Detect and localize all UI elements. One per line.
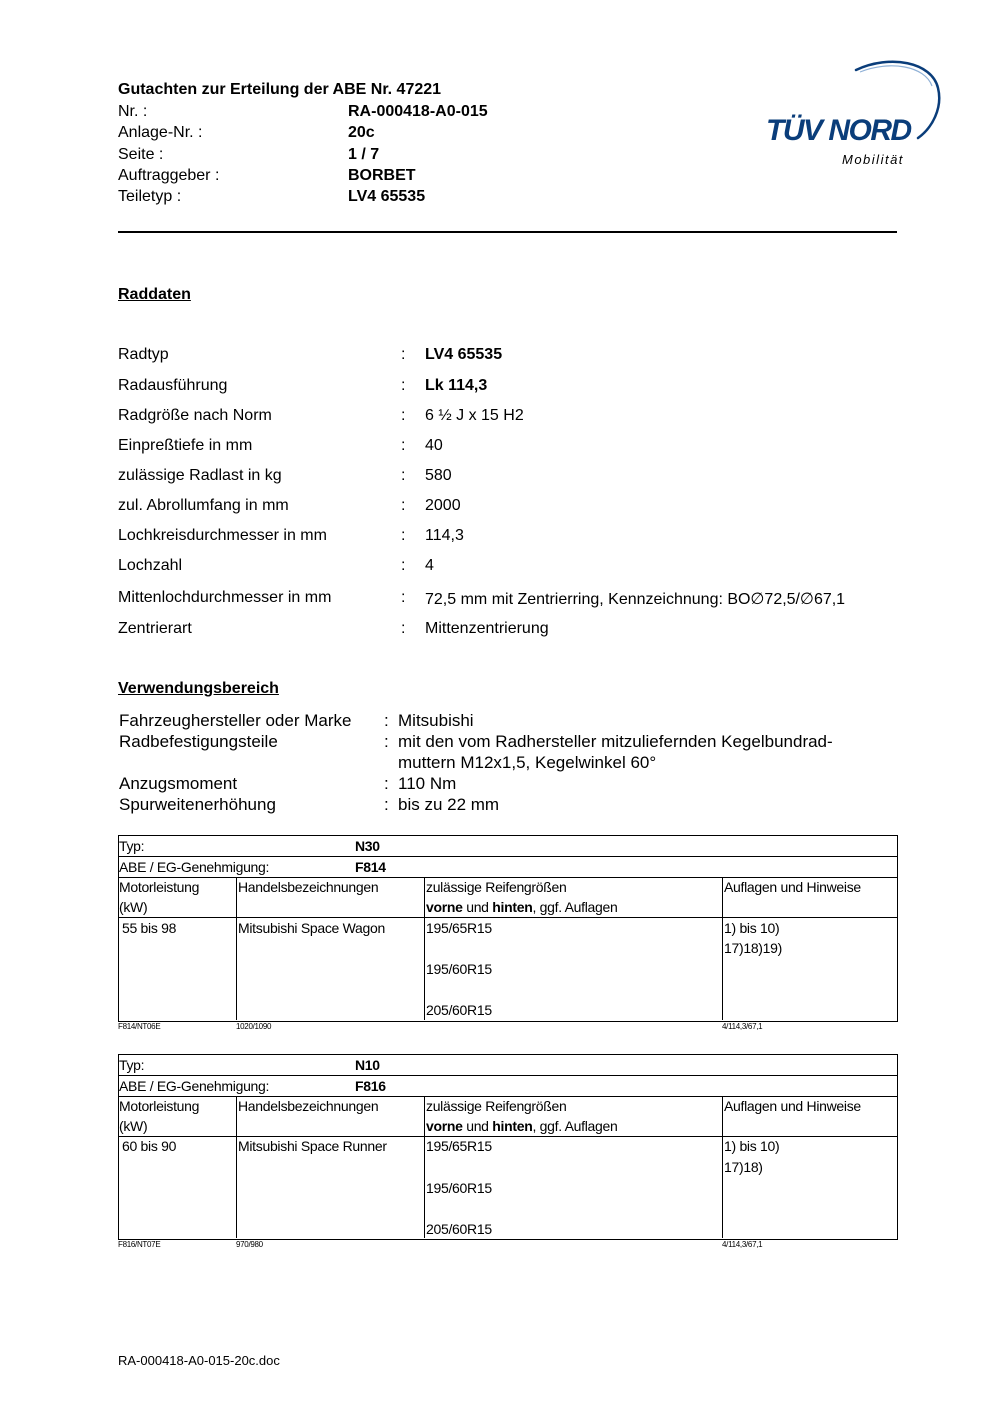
col-header-notes: Auflagen und Hinweise [724,879,861,895]
vehicle-table [118,1054,898,1254]
raddaten-row [118,620,908,642]
header-row-anlage [118,124,598,145]
table-rule [118,917,898,918]
table-col-rule [236,877,237,1020]
table-rule [118,1136,898,1137]
raddaten-label: Lochkreisdurchmesser in mm [118,527,327,544]
raddaten-colon: : [401,467,406,484]
header-value: BORBET [348,167,416,184]
header-label: Teiletyp : [118,188,182,205]
tire-size: 205/60R15 [426,1002,492,1018]
col-header-tires-sub [426,897,618,917]
tire-size: 195/65R15 [426,920,492,936]
raddaten-row [118,437,908,459]
raddaten-colon: : [401,346,406,363]
table-col-rule [236,1096,237,1238]
tuv-nord-logo [760,58,945,173]
logo-sub-text: Mobilität [842,152,904,167]
col-header-names: Handelsbezeichnungen [238,1098,379,1114]
note: 1) bis 10) [724,1138,780,1154]
und-text: und [462,899,493,915]
vorne-text: vorne [426,899,463,915]
raddaten-row [118,497,908,519]
raddaten-value: 4 [425,557,434,574]
raddaten-row [118,407,908,429]
verwendung-label: Fahrzeughersteller oder Marke [119,711,352,730]
verwendung-colon: : [384,711,389,730]
raddaten-colon: : [401,589,406,606]
raddaten-label: Radtyp [118,346,169,363]
auflagen-text: , ggf. Auflagen [532,1118,618,1134]
raddaten-colon: : [401,620,406,637]
raddaten-label: Mittenlochdurchmesser in mm [118,589,332,606]
document-filename: RA-000418-A0-015-20c.doc [118,1353,280,1368]
table-footnote: 970/980 [236,1240,263,1249]
col-header-tires-sub [426,1116,618,1136]
verwendung-label: Spurweitenerhöhung [119,795,276,814]
raddaten-value: 6 ½ J x 15 H2 [425,407,524,424]
table-col-rule [424,877,425,1020]
header-label: Seite : [118,146,164,163]
col-header-power-unit: (kW) [119,899,148,915]
raddaten-label: zulässige Radlast in kg [118,467,282,484]
raddaten-label: zul. Abrollumfang in mm [118,497,289,514]
table-footnote: 1020/1090 [236,1022,272,1031]
raddaten-row [118,346,908,368]
tuv-nord-logo-icon [760,58,945,173]
section-heading-verwendungsbereich: Verwendungsbereich [118,680,279,697]
raddaten-row [118,557,908,579]
col-header-names: Handelsbezeichnungen [238,879,379,895]
raddaten-colon: : [401,407,406,424]
raddaten-label: Zentrierart [118,620,192,637]
table-footnote: F814/NT06E [118,1022,161,1031]
table-footnote: 4/114,3/67,1 [722,1240,763,1249]
raddaten-label: Lochzahl [118,557,183,574]
verwendung-label: Anzugsmoment [119,774,238,793]
hinten-text: hinten [492,1118,533,1134]
header-row-teiletyp [118,188,598,209]
col-header-power: Motorleistung [119,1098,200,1114]
abe-value: F814 [355,859,386,875]
typ-label: Typ: [119,1057,145,1073]
verwendung-value: mit den vom Radhersteller mitzuliefernden Kegelbundrad-muttern M12x1,5, Kegelwinkel 60° [398,732,833,772]
trade-name: Mitsubishi Space Wagon [238,920,385,936]
document-title: Gutachten zur Erteilung der ABE Nr. 47221 [118,81,442,98]
raddaten-value: 40 [425,437,443,454]
raddaten-row [118,527,908,549]
note: 17)18)19) [724,940,783,956]
abe-value: F816 [355,1078,386,1094]
raddaten-label: Radgröße nach Norm [118,407,272,424]
raddaten-colon: : [401,377,406,394]
tire-size: 195/60R15 [426,1180,492,1196]
col-header-notes: Auflagen und Hinweise [724,1098,861,1114]
verwendung-value: Mitsubishi [398,711,474,730]
raddaten-value: LV4 65535 [425,346,503,363]
verwendung-colon: : [384,795,389,814]
raddaten-value: Mittenzentrierung [425,620,549,637]
header-row-auftraggeber [118,167,598,188]
trade-name: Mitsubishi Space Runner [238,1138,387,1154]
hinten-text: hinten [492,899,533,915]
table-footnote: F816/NT07E [118,1240,161,1249]
tire-size: 205/60R15 [426,1221,492,1237]
typ-value: N30 [355,838,380,854]
vorne-text: vorne [426,1118,463,1134]
col-header-tires: zulässige Reifengrößen [426,879,567,895]
raddaten-value: Lk 114,3 [425,377,488,394]
abe-label: ABE / EG-Genehmigung: [119,1078,270,1094]
note: 1) bis 10) [724,920,780,936]
verwendung-value: 110 Nm [398,774,457,793]
col-header-power-unit: (kW) [119,1118,148,1134]
table-footnote: 4/114,3/67,1 [722,1022,763,1031]
note: 17)18) [724,1159,763,1175]
raddaten-row [118,589,908,611]
vehicle-table [118,835,898,1035]
header-value: RA-000418-A0-015 [348,103,488,120]
raddaten-label: Radausführung [118,377,228,394]
verwendung-colon: : [384,732,389,751]
verwendung-value: bis zu 22 mm [398,795,500,814]
col-header-tires: zulässige Reifengrößen [426,1098,567,1114]
header-label: Anlage-Nr. : [118,124,203,141]
raddaten-colon: : [401,497,406,514]
raddaten-value: 2000 [425,497,461,514]
header-value: 1 / 7 [348,146,380,163]
tire-size: 195/65R15 [426,1138,492,1154]
header-row-seite [118,146,598,167]
verwendung-colon: : [384,774,389,793]
raddaten-value: 72,5 mm mit Zentrierring, Kennzeichnung: BO∅72,5/∅67,1 [425,591,846,608]
header-row-nr [118,103,598,124]
typ-label: Typ: [119,838,145,854]
raddaten-colon: : [401,527,406,544]
raddaten-label: Einpreßtiefe in mm [118,437,253,454]
auflagen-text: , ggf. Auflagen [532,899,618,915]
raddaten-row [118,467,908,489]
verwendung-label: Radbefestigungsteile [119,732,278,751]
tire-size: 195/60R15 [426,961,492,977]
raddaten-colon: : [401,437,406,454]
header-label: Auftraggeber : [118,167,220,184]
header-divider [118,231,897,233]
abe-label: ABE / EG-Genehmigung: [119,859,270,875]
table-col-rule [424,1096,425,1238]
header-value: 20c [348,124,375,141]
logo-brand-text: TÜV NORD [766,114,911,147]
power-range: 60 bis 90 [122,1138,177,1154]
section-heading-raddaten: Raddaten [118,286,191,303]
raddaten-colon: : [401,557,406,574]
header-label: Nr. : [118,103,148,120]
power-range: 55 bis 98 [122,920,177,936]
typ-value: N10 [355,1057,380,1073]
raddaten-value: 114,3 [425,527,464,544]
col-header-power: Motorleistung [119,879,200,895]
raddaten-value: 580 [425,467,452,484]
header-value: LV4 65535 [348,188,426,205]
table-col-rule [722,1096,723,1238]
raddaten-row [118,377,908,399]
table-col-rule [722,877,723,1020]
und-text: und [462,1118,493,1134]
